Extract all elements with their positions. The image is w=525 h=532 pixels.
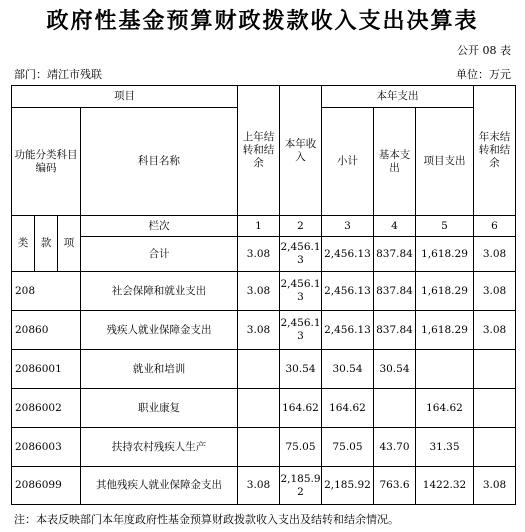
header-lei: 类 xyxy=(12,216,35,272)
cell-project: 1422.32 xyxy=(416,467,474,505)
cell-last-year: 3.08 xyxy=(238,272,280,311)
cell-income: 2,185.92 xyxy=(280,467,322,505)
form-number: 公开 08 表 xyxy=(457,44,511,57)
table-row xyxy=(12,311,516,350)
cell-project: 164.62 xyxy=(416,389,474,428)
header-year-end-balance: 年末结转和结余 xyxy=(474,86,516,216)
table-row xyxy=(12,467,516,505)
header-basic-expenditure: 基本支出 xyxy=(374,108,416,216)
cell-project: 1,618.29 xyxy=(416,272,474,311)
column-number: 1 xyxy=(238,216,280,237)
cell-subtotal: 2,456.13 xyxy=(322,237,374,272)
cell-income: 2,456.13 xyxy=(280,272,322,311)
column-number: 2 xyxy=(280,216,322,237)
cell-income: 2,456.13 xyxy=(280,237,322,272)
subject-name: 残疾人就业保障金支出 xyxy=(81,311,238,350)
subject-code: 208 xyxy=(12,272,81,311)
cell-basic: 837.84 xyxy=(374,237,416,272)
cell-project: 1,618.29 xyxy=(416,237,474,272)
report-title: 政府性基金预算财政拨款收入支出决算表 xyxy=(46,8,479,34)
cell-year-end: 3.08 xyxy=(474,272,516,311)
cell-subtotal: 2,456.13 xyxy=(322,272,374,311)
footer-note: 注：本表反映部门本年度政府性基金预算财政拨款收入支出及结转和结余情况。 xyxy=(14,513,399,526)
header-last-year-balance: 上年结转和结余 xyxy=(238,86,280,216)
subject-name: 其他残疾人就业保障金支出 xyxy=(81,467,238,505)
cell-subtotal: 75.05 xyxy=(322,428,374,467)
subject-code: 2086099 xyxy=(12,467,81,505)
subject-name: 就业和培训 xyxy=(81,350,238,389)
subject-code: 2086001 xyxy=(12,350,81,389)
subject-name: 职业康复 xyxy=(81,389,238,428)
subject-code: 2086002 xyxy=(12,389,81,428)
table-row xyxy=(12,428,516,467)
cell-subtotal: 30.54 xyxy=(322,350,374,389)
cell-year-end xyxy=(474,428,516,467)
table-row-total xyxy=(12,237,516,272)
header-project-expenditure: 项目支出 xyxy=(416,108,474,216)
table-row xyxy=(12,350,516,389)
cell-last-year: 3.08 xyxy=(238,311,280,350)
header-this-year-expenditure: 本年支出 xyxy=(322,86,474,108)
cell-project: 31.35 xyxy=(416,428,474,467)
subject-code: 2086003 xyxy=(12,428,81,467)
cell-last-year: 3.08 xyxy=(238,467,280,505)
unit-label: 单位：万元 xyxy=(456,68,511,81)
cell-income: 30.54 xyxy=(280,350,322,389)
cell-last-year xyxy=(238,389,280,428)
cell-basic: 43.70 xyxy=(374,428,416,467)
cell-last-year: 3.08 xyxy=(238,237,280,272)
header-xiang: 项 xyxy=(58,216,81,272)
header-item: 项目 xyxy=(12,86,238,108)
cell-subtotal: 2,456.13 xyxy=(322,311,374,350)
cell-year-end: 3.08 xyxy=(474,467,516,505)
column-number: 5 xyxy=(416,216,474,237)
cell-year-end xyxy=(474,350,516,389)
cell-subtotal: 164.62 xyxy=(322,389,374,428)
subject-name: 社会保障和就业支出 xyxy=(81,272,238,311)
header-this-year-income: 本年收入 xyxy=(280,86,322,216)
cell-last-year xyxy=(238,428,280,467)
column-number: 4 xyxy=(374,216,416,237)
header-function-code: 功能分类科目编码 xyxy=(12,108,81,216)
subject-code: 20860 xyxy=(12,311,81,350)
cell-project: 1,618.29 xyxy=(416,311,474,350)
cell-basic: 30.54 xyxy=(374,350,416,389)
subject-name: 合计 xyxy=(81,237,238,272)
header-kuan: 款 xyxy=(35,216,58,272)
cell-year-end: 3.08 xyxy=(474,311,516,350)
cell-project xyxy=(416,350,474,389)
table-row xyxy=(12,272,516,311)
header-subtotal: 小计 xyxy=(322,108,374,216)
header-subject-name: 科目名称 xyxy=(81,108,238,216)
header-lanci: 栏次 xyxy=(81,216,238,237)
cell-basic: 837.84 xyxy=(374,272,416,311)
column-number: 3 xyxy=(322,216,374,237)
cell-subtotal: 2,185.92 xyxy=(322,467,374,505)
cell-income: 2,456.13 xyxy=(280,311,322,350)
department-label: 部门：靖江市残联 xyxy=(14,68,102,81)
table-row xyxy=(12,389,516,428)
cell-income: 75.05 xyxy=(280,428,322,467)
budget-table xyxy=(11,85,516,505)
cell-basic xyxy=(374,389,416,428)
cell-last-year xyxy=(238,350,280,389)
cell-income: 164.62 xyxy=(280,389,322,428)
cell-year-end xyxy=(474,389,516,428)
subject-name: 扶持农村残疾人生产 xyxy=(81,428,238,467)
cell-basic: 763.6 xyxy=(374,467,416,505)
cell-basic: 837.84 xyxy=(374,311,416,350)
cell-year-end: 3.08 xyxy=(474,237,516,272)
column-number: 6 xyxy=(474,216,516,237)
